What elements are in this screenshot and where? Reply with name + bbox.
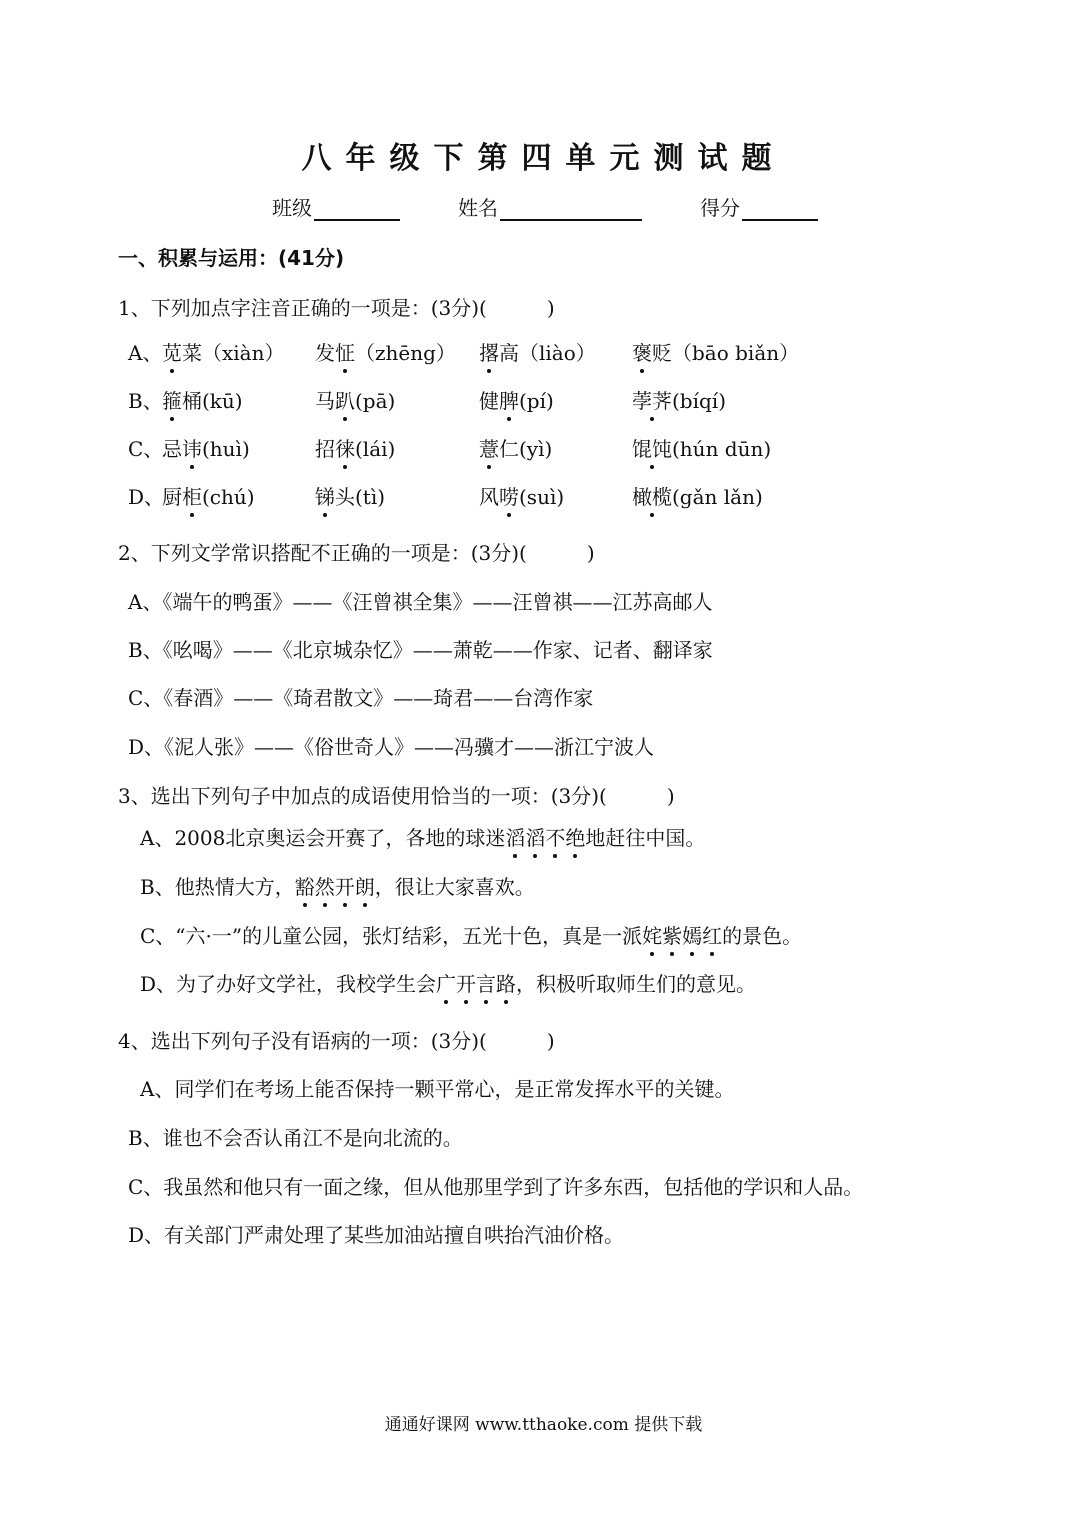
q1-b-item-1: 箍桶(kū)	[162, 385, 243, 414]
score-label: 得分	[700, 196, 740, 220]
q1-b-letter: B、	[128, 389, 163, 413]
name-field	[458, 192, 642, 221]
section-1-heading: 一、积累与运用：(41分)	[118, 246, 345, 270]
page-footer: 通通好课网 www.tthaoke.com 提供下载	[384, 1415, 703, 1435]
q1-c-item-3: 薏仁(yì)	[479, 433, 552, 462]
q2-option-b: B、《吆喝》——《北京城杂忆》——萧乾——作家、记者、翻译家	[128, 638, 713, 662]
q1-c-item-1: 忌讳(huì)	[162, 433, 250, 462]
q3-option-d: D、为了办好文学社，我校学生会广开言路，积极听取师生们的意见。	[140, 968, 756, 997]
q1-b-item-2: 马趴(pā)	[315, 385, 395, 414]
q1-a-item-2: 发怔（zhēng）	[315, 337, 456, 366]
q4-option-d: D、有关部门严肃处理了某些加油站擅自哄抬汽油价格。	[128, 1223, 625, 1247]
score-field	[700, 192, 818, 221]
page-title: 八年级下第四单元测试题	[301, 141, 786, 176]
q4-option-c: C、我虽然和他只有一面之缘，但从他那里学到了许多东西，包括他的学识和人品。	[128, 1175, 864, 1199]
q3-stem: 3、选出下列句子中加点的成语使用恰当的一项：(3分)( )	[118, 784, 675, 808]
q1-d-item-4: 橄榄(gǎn lǎn)	[632, 481, 763, 510]
name-label: 姓名	[458, 196, 498, 220]
class-blank[interactable]	[314, 197, 400, 221]
emphasis-dot-char: 开	[456, 968, 476, 997]
emphasis-dot-char: 滔	[525, 822, 545, 851]
q1-a-item-4: 褒贬（bāo biǎn）	[632, 337, 799, 366]
q3-option-b: B、他热情大方，豁然开朗，很让大家喜欢。	[140, 871, 535, 900]
score-blank[interactable]	[742, 197, 818, 221]
q3-d-idiom	[436, 972, 516, 996]
q1-a-item-3: 撂高（liào）	[479, 337, 596, 366]
emphasis-dot-char: 开	[335, 871, 355, 900]
q1-c-item-2: 招徕(lái)	[315, 433, 395, 462]
class-label: 班级	[272, 196, 312, 220]
emphasis-dot-char: 路	[496, 968, 516, 997]
class-field	[272, 192, 400, 221]
emphasis-dot-char: 然	[315, 871, 335, 900]
q2-stem: 2、下列文学常识搭配不正确的一项是：(3分)( )	[118, 541, 595, 565]
emphasis-dot-char: 广	[436, 968, 456, 997]
emphasis-dot-char: 不	[545, 822, 565, 851]
q1-d-letter: D、	[128, 485, 165, 509]
emphasis-dot-char: 绝	[565, 822, 585, 851]
q2-option-a: A、《端午的鸭蛋》——《汪曾祺全集》——汪曾祺——江苏高邮人	[128, 590, 713, 614]
q1-a-letter: A、	[128, 341, 163, 365]
q1-stem: 1、下列加点字注音正确的一项是：(3分)( )	[118, 296, 555, 320]
emphasis-dot-char: 豁	[295, 871, 315, 900]
emphasis-dot-char: 姹	[642, 920, 662, 949]
q1-b-item-4: 荸荠(bíqí)	[632, 385, 726, 414]
q3-a-idiom	[505, 826, 585, 850]
emphasis-dot-char: 紫	[662, 920, 682, 949]
q1-a-item-1: 苋菜（xiàn）	[162, 337, 284, 366]
q4-option-b: B、谁也不会否认甬江不是向北流的。	[128, 1126, 463, 1150]
q2-option-d: D、《泥人张》——《俗世奇人》——冯骥才——浙江宁波人	[128, 735, 655, 759]
emphasis-dot-char: 嫣	[682, 920, 702, 949]
q3-option-a: A、2008北京奥运会开赛了，各地的球迷滔滔不绝地赶往中国。	[140, 822, 705, 851]
q3-c-idiom	[642, 924, 722, 948]
q3-b-idiom	[295, 875, 375, 899]
name-blank[interactable]	[500, 197, 642, 221]
student-info-row	[0, 192, 1087, 228]
q1-d-item-1: 厨柜(chú)	[162, 481, 255, 510]
q4-stem: 4、选出下列句子没有语病的一项：(3分)( )	[118, 1029, 555, 1053]
q1-b-item-3: 健脾(pí)	[479, 385, 554, 414]
q1-c-item-4: 馄饨(hún dūn)	[632, 433, 771, 462]
q1-c-letter: C、	[128, 437, 164, 461]
emphasis-dot-char: 言	[476, 968, 496, 997]
q3-option-c: C、“六·一”的儿童公园，张灯结彩，五光十色，真是一派姹紫嫣红的景色。	[140, 920, 802, 949]
emphasis-dot-char: 朗	[355, 871, 375, 900]
emphasis-dot-char: 滔	[505, 822, 525, 851]
q1-d-item-3: 风唠(suì)	[479, 481, 564, 510]
q1-d-item-2: 锑头(tì)	[315, 481, 385, 510]
q4-option-a: A、同学们在考场上能否保持一颗平常心，是正常发挥水平的关键。	[140, 1077, 735, 1101]
emphasis-dot-char: 红	[702, 920, 722, 949]
q2-option-c: C、《春酒》——《琦君散文》——琦君——台湾作家	[128, 686, 594, 710]
